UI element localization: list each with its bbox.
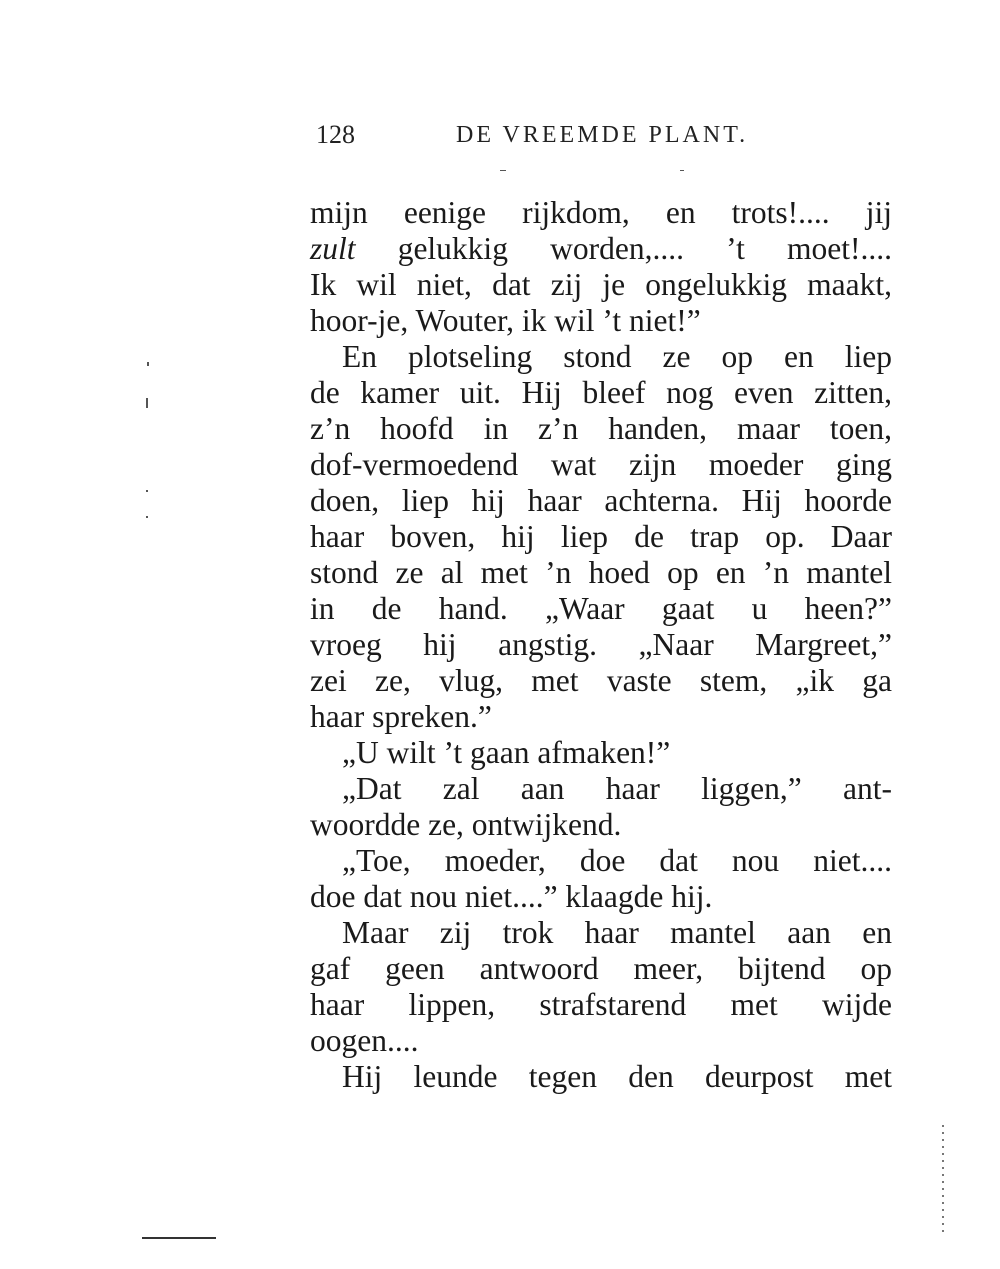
text-line: Hij leunde tegen den deurpost met	[342, 1059, 892, 1094]
text-line: zult gelukkig worden,.... ’t moet!....	[310, 231, 892, 266]
text-line: woordde ze, ontwijkend.	[310, 807, 622, 842]
scan-speck	[146, 516, 148, 518]
scan-edge-dots	[942, 1125, 944, 1235]
scan-speck	[500, 170, 506, 171]
text-line: zei ze, vlug, met vaste stem, „ik ga	[310, 663, 892, 698]
text-line: de kamer uit. Hij bleef nog even zitten,	[310, 375, 892, 410]
italic-word: zult	[310, 231, 356, 266]
scan-speck	[147, 362, 149, 366]
running-header	[316, 118, 786, 158]
text-line: „U wilt ’t gaan afmaken!”	[342, 735, 671, 770]
text-line: haar lippen, strafstarend met wijde	[310, 987, 892, 1022]
text-line: „Toe, moeder, doe dat nou niet....	[342, 843, 892, 878]
text-line: mijn eenige rijkdom, en trots!.... jij	[310, 195, 892, 230]
text-line: En plotseling stond ze op en liep	[342, 339, 892, 374]
text-line: doen, liep hij haar achterna. Hij hoorde	[310, 483, 892, 518]
text-line: vroeg hij angstig. „Naar Margreet,”	[310, 627, 892, 662]
text-line: Maar zij trok haar mantel aan en	[342, 915, 892, 950]
running-title: DE VREEMDE PLANT.	[456, 122, 749, 148]
text-line: oogen....	[310, 1023, 419, 1058]
text-line: doe dat nou niet....” klaagde hij.	[310, 879, 713, 914]
scan-speck	[146, 398, 148, 408]
text-line: in de hand. „Waar gaat u heen?”	[310, 591, 892, 626]
text-line: dof-vermoedend wat zijn moeder ging	[310, 447, 892, 482]
page-number: 128	[316, 120, 355, 149]
text-line: „Dat zal aan haar liggen,” ant-	[342, 771, 892, 806]
scan-speck	[680, 170, 684, 171]
text-line: haar boven, hij liep de trap op. Daar	[310, 519, 892, 554]
text-line: hoor-je, Wouter, ik wil ’t niet!”	[310, 303, 701, 338]
scan-speck	[146, 490, 148, 492]
text-line: Ik wil niet, dat zij je ongelukkig maakt,	[310, 267, 892, 302]
body-text	[310, 195, 892, 1095]
text-line: gaf geen antwoord meer, bijtend op	[310, 951, 892, 986]
text-line: haar spreken.”	[310, 699, 492, 734]
bottom-rule	[142, 1237, 216, 1239]
text-line: z’n hoofd in z’n handen, maar toen,	[310, 411, 892, 446]
text-line: stond ze al met ’n hoed op en ’n mantel	[310, 555, 892, 590]
